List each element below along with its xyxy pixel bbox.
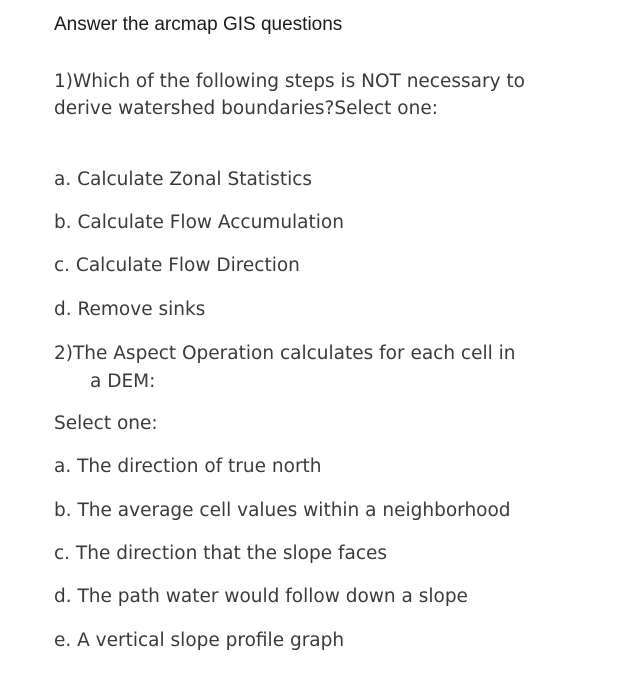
question-1-option-c: c. Calculate Flow Direction <box>54 255 300 276</box>
question-2-select-prompt: Select one: <box>54 413 158 434</box>
question-2-line-2: a DEM: <box>90 371 156 392</box>
question-2-line-1: 2)The Aspect Operation calculates for each cell in <box>54 343 516 364</box>
question-1-option-b: b. Calculate Flow Accumulation <box>54 212 344 233</box>
question-1-line-2: derive watershed boundaries?Select one: <box>54 98 438 119</box>
question-2-option-d: d. The path water would follow down a slope <box>54 586 468 607</box>
question-2-option-c: c. The direction that the slope faces <box>54 543 388 564</box>
page-title: Answer the arcmap GIS questions <box>54 14 343 35</box>
question-2-option-e: e. A vertical slope profile graph <box>54 630 345 651</box>
question-2-option-b: b. The average cell values within a neighborhood <box>54 500 511 521</box>
question-1-line-1: 1)Which of the following steps is NOT necessary to <box>54 71 525 92</box>
question-1-option-d: d. Remove sinks <box>54 299 206 320</box>
question-2-option-a: a. The direction of true north <box>54 456 322 477</box>
question-1-option-a: a. Calculate Zonal Statistics <box>54 169 313 190</box>
